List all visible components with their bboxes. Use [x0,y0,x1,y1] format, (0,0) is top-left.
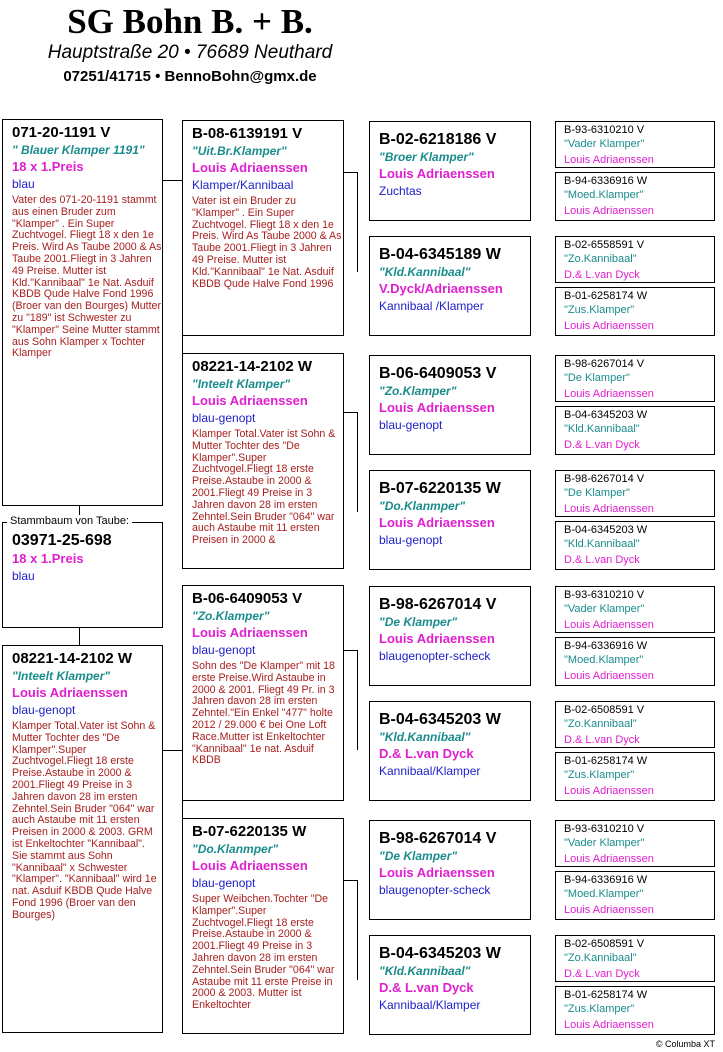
gen3-ring: B-04-6345189 W [379,246,501,263]
gen4-ring: B-01-6258174 W [564,290,648,302]
gen4-card [555,871,715,920]
gen2-breeder: Louis Adriaenssen [192,393,308,408]
dam-description: Klamper Total.Vater ist Sohn & Mutter Tochter des "De Klamper".Super Zuchtvogel.Fliegt 18 erste Preise.Astaube in 2000 & 2001.Fliegt 49 Preise in 3 Jahren davon 28 im ersten Zehntel.Sein Bruder "064" war auch Astaube mit 11 ersten Preisen in 2000 & 2003. GRM ist Enkeltochter "Kannibaal". Sie stammt aus Sohn "Kannibaal" x Schwester "Klamper". "Kannibaal" wird 1e nat. Asduif KBDB Qude Halve Fond 1996 (Broer van den Bourges) [12,720,157,921]
gen3-card [369,470,531,570]
gen3-breeder: Louis Adriaenssen [379,515,495,530]
dam-breeder: Louis Adriaenssen [12,685,128,700]
gen4-breeder: Louis Adriaenssen [564,853,654,865]
gen2-ring: 08221-14-2102 W [192,358,313,375]
gen3-name: "Kld.Kannibaal" [379,730,471,744]
gen2-ring: B-08-6139191 V [192,125,303,142]
gen3-name: "Broer Klamper" [379,150,474,164]
contact: 07251/41715 • BennoBohn@gmx.de [63,68,317,85]
gen2-name: "Uit.Br.Klamper" [192,144,287,158]
gen3-card [369,586,531,686]
subject-color: blau [12,569,35,583]
gen2-card [182,353,344,569]
gen3-name: "De Klamper" [379,615,458,629]
sire-color: blau [12,177,35,191]
connector-line [344,650,357,651]
gen4-name: "Zus.Klamper" [564,304,635,316]
gen3-breeder: Louis Adriaenssen [379,400,495,415]
gen4-ring: B-94-6336916 W [564,175,648,187]
gen3-card [369,355,531,455]
gen4-breeder: Louis Adriaenssen [564,320,654,332]
sire-name: " Blauer Klamper 1191" [12,143,145,157]
gen4-ring: B-93-6310210 V [564,589,645,601]
gen4-name: "Vader Klamper" [564,837,645,849]
connector-line [357,650,358,750]
gen4-name: "Moed.Klamper" [564,888,644,900]
gen3-name: "Kld.Kannibaal" [379,964,471,978]
gen3-color: Kannibaal/Klamper [379,998,481,1012]
gen2-description: Sohn des "De Klamper" mit 18 erste Preise.Wird Astaube in 2000 & 2001. Fliegt 49 Pr. in 3 Jahren davon 28 im ersten Zehntel."Ein Enkel "477" holte 2012 / 29.000 € bei One Loft Race.Mutter ist Enkeltochter "Kannibaal" 1e nat. Asduif KBDB [192,660,335,767]
gen2-description: Super Weibchen.Tochter "De Klamper".Super Zuchtvogel.Fliegt 18 erste Preise.Astaube in 2000 & 2001.Fliegt 49 Preise in 3 Jahren davon 28 im ersten Zehntel.Sein Bruder "064" war Astaube mit 11 erste Preise in 2000 & 2003. Mutter ist Enkeltochter [192,893,335,1012]
gen3-color: Zuchtas [379,184,422,198]
gen4-name: "Kld.Kannibaal" [564,538,640,550]
gen3-breeder: Louis Adriaenssen [379,166,495,181]
sire-description: Vater des 071-20-1191 stammt aus einen Bruder zum "Klamper" . Ein Super Zuchtvogel. Fliegt 18 x den 1e Preis. Wird As Taube 2000 & As Taube 2001.Fliegt in 3 Jahren 49 Preise. Mutter ist Kld."Kannibaal" 1e Nat. Asduif KBDB Qude Halve Fond 1996 (Broer van den Bourges) Mutter zu "189" ist Schwester zu "Klamper" Seine Mutter stammt aus Sohn Klamper x Tochter Klamper [12,194,162,360]
gen3-color: blaugenopter-scheck [379,649,491,663]
gen4-card [555,287,715,336]
gen4-name: "Zus.Klamper" [564,769,635,781]
gen2-ring: B-06-6409053 V [192,590,303,607]
dam-color: blau-genopt [12,703,76,717]
gen4-breeder: D.& L.van Dyck [564,269,640,281]
gen4-card [555,820,715,867]
gen4-card [555,355,715,402]
gen2-name: "Zo.Klamper" [192,609,270,623]
gen4-breeder: D.& L.van Dyck [564,734,640,746]
gen4-ring: B-98-6267014 V [564,358,645,370]
gen3-color: blaugenopter-scheck [379,883,491,897]
footer-copyright: © Columba XT [655,1039,715,1049]
gen2-card [182,120,344,336]
gen2-card [182,818,344,1034]
connector-line [163,750,182,751]
gen4-card [555,236,715,283]
gen3-card [369,121,531,221]
gen2-name: "Inteelt Klamper" [192,377,291,391]
sire-award: 18 x 1.Preis [12,159,84,174]
gen4-breeder: Louis Adriaenssen [564,619,654,631]
gen2-name: "Do.Klanmper" [192,842,279,856]
gen2-description: Klamper Total.Vater ist Sohn & Mutter Tochter des "De Klamper".Super Zuchtvogel.Fliegt 18 erste Preise.Astaube in 2000 & 2001.Fliegt 49 Preise in 3 Jahren davon 28 im ersten Zehntel.Sein Bruder "064" war auch Astaube mit 11 ersten Preisen in 2000 & [192,428,336,547]
connector-line [344,172,357,173]
gen2-color: blau-genopt [192,411,256,425]
gen3-name: "De Klamper" [379,849,458,863]
gen4-name: "Kld.Kannibaal" [564,423,640,435]
gen3-color: Kannibaal /Klamper [379,299,484,313]
connector-line [163,180,182,181]
gen4-card [555,701,715,748]
gen3-card [369,820,531,920]
sire-card [2,119,163,506]
gen3-breeder: D.& L.van Dyck [379,980,474,995]
gen3-ring: B-98-6267014 V [379,830,497,847]
dam-name: "Inteelt Klamper" [12,669,111,683]
gen4-ring: B-01-6258174 W [564,989,648,1001]
gen3-breeder: D.& L.van Dyck [379,746,474,761]
gen2-color: blau-genopt [192,876,256,890]
gen2-description: Vater ist ein Bruder zu "Klamper" . Ein Super Zuchtvogel. Fliegt 18 x den 1e Preis. Wird As Taube 2000 & As Taube 2001.Fliegt in 3 Jahren 49 Preise. Mutter ist Kld."Kannibaal" 1e Nat. Asduif KBDB Qude Halve Fond 1996 [192,195,342,290]
gen3-ring: B-98-6267014 V [379,596,497,613]
connector-line [357,172,358,272]
gen4-card [555,406,715,455]
gen4-ring: B-94-6336916 W [564,874,648,886]
gen2-ring: B-07-6220135 W [192,823,307,840]
gen4-name: "Vader Klamper" [564,138,645,150]
gen4-name: "De Klamper" [564,372,630,384]
gen4-card [555,935,715,982]
gen3-card [369,701,531,801]
gen3-breeder: Louis Adriaenssen [379,631,495,646]
gen3-ring: B-04-6345203 W [379,945,501,962]
gen4-ring: B-02-6558591 V [564,239,645,251]
gen4-ring: B-98-6267014 V [564,473,645,485]
gen2-breeder: Louis Adriaenssen [192,160,308,175]
subject-ring: 03971-25-698 [12,532,112,549]
subject-award: 18 x 1.Preis [12,551,84,566]
sire-ring: 071-20-1191 V [12,124,111,141]
gen4-ring: B-04-6345203 W [564,524,648,536]
gen3-breeder: Louis Adriaenssen [379,865,495,880]
gen4-card [555,752,715,801]
gen4-ring: B-93-6310210 V [564,823,645,835]
gen2-color: Klamper/Kannibaal [192,178,294,192]
gen4-ring: B-02-6508591 V [564,704,645,716]
gen2-breeder: Louis Adriaenssen [192,625,308,640]
gen4-name: "Zus.Klamper" [564,1003,635,1015]
gen3-name: "Kld.Kannibaal" [379,265,471,279]
subject-label: Stammbaum von Taube: [7,515,132,527]
gen4-name: "Zo.Kannibaal" [564,253,637,265]
gen4-breeder: Louis Adriaenssen [564,904,654,916]
gen4-card [555,637,715,686]
gen3-breeder: V.Dyck/Adriaenssen [379,281,503,296]
gen3-color: blau-genopt [379,418,443,432]
gen4-card [555,521,715,570]
connector-line [79,628,80,646]
gen4-card [555,470,715,517]
gen3-name: "Do.Klanmper" [379,499,466,513]
gen4-breeder: D.& L.van Dyck [564,554,640,566]
gen4-name: "Zo.Kannibaal" [564,952,637,964]
gen4-ring: B-01-6258174 W [564,755,648,767]
gen4-name: "Moed.Klamper" [564,654,644,666]
gen4-name: "Vader Klamper" [564,603,645,615]
gen4-name: "De Klamper" [564,487,630,499]
gen3-ring: B-06-6409053 V [379,365,497,382]
dam-card [2,645,163,1033]
dam-ring: 08221-14-2102 W [12,650,133,667]
connector-line [344,412,357,413]
gen3-name: "Zo.Klamper" [379,384,457,398]
gen2-color: blau-genopt [192,643,256,657]
gen3-card [369,935,531,1035]
gen4-ring: B-04-6345203 W [564,409,648,421]
connector-line [344,880,357,881]
gen4-card [555,121,715,168]
gen4-breeder: Louis Adriaenssen [564,154,654,166]
connector-line [357,880,358,980]
gen3-ring: B-02-6218186 V [379,131,497,148]
gen2-card [182,585,344,801]
gen4-breeder: Louis Adriaenssen [564,503,654,515]
gen4-breeder: D.& L.van Dyck [564,968,640,980]
gen3-color: Kannibaal/Klamper [379,764,481,778]
gen4-ring: B-94-6336916 W [564,640,648,652]
gen2-breeder: Louis Adriaenssen [192,858,308,873]
gen4-breeder: D.& L.van Dyck [564,439,640,451]
gen4-breeder: Louis Adriaenssen [564,388,654,400]
gen4-card [555,586,715,633]
gen4-ring: B-02-6508591 V [564,938,645,950]
address: Hauptstraße 20 • 76689 Neuthard [47,42,333,63]
page-title: SG Bohn B. + B. [67,2,313,41]
gen4-breeder: Louis Adriaenssen [564,205,654,217]
gen4-breeder: Louis Adriaenssen [564,670,654,682]
gen4-name: "Moed.Klamper" [564,189,644,201]
gen4-card [555,986,715,1035]
connector-line [357,412,358,512]
subject-card [2,522,163,628]
gen4-card [555,172,715,221]
gen3-card [369,236,531,336]
gen3-color: blau-genopt [379,533,443,547]
gen4-breeder: Louis Adriaenssen [564,1019,654,1031]
gen4-breeder: Louis Adriaenssen [564,785,654,797]
gen4-ring: B-93-6310210 V [564,124,645,136]
gen4-name: "Zo.Kannibaal" [564,718,637,730]
gen3-ring: B-04-6345203 W [379,711,501,728]
gen3-ring: B-07-6220135 W [379,480,501,497]
